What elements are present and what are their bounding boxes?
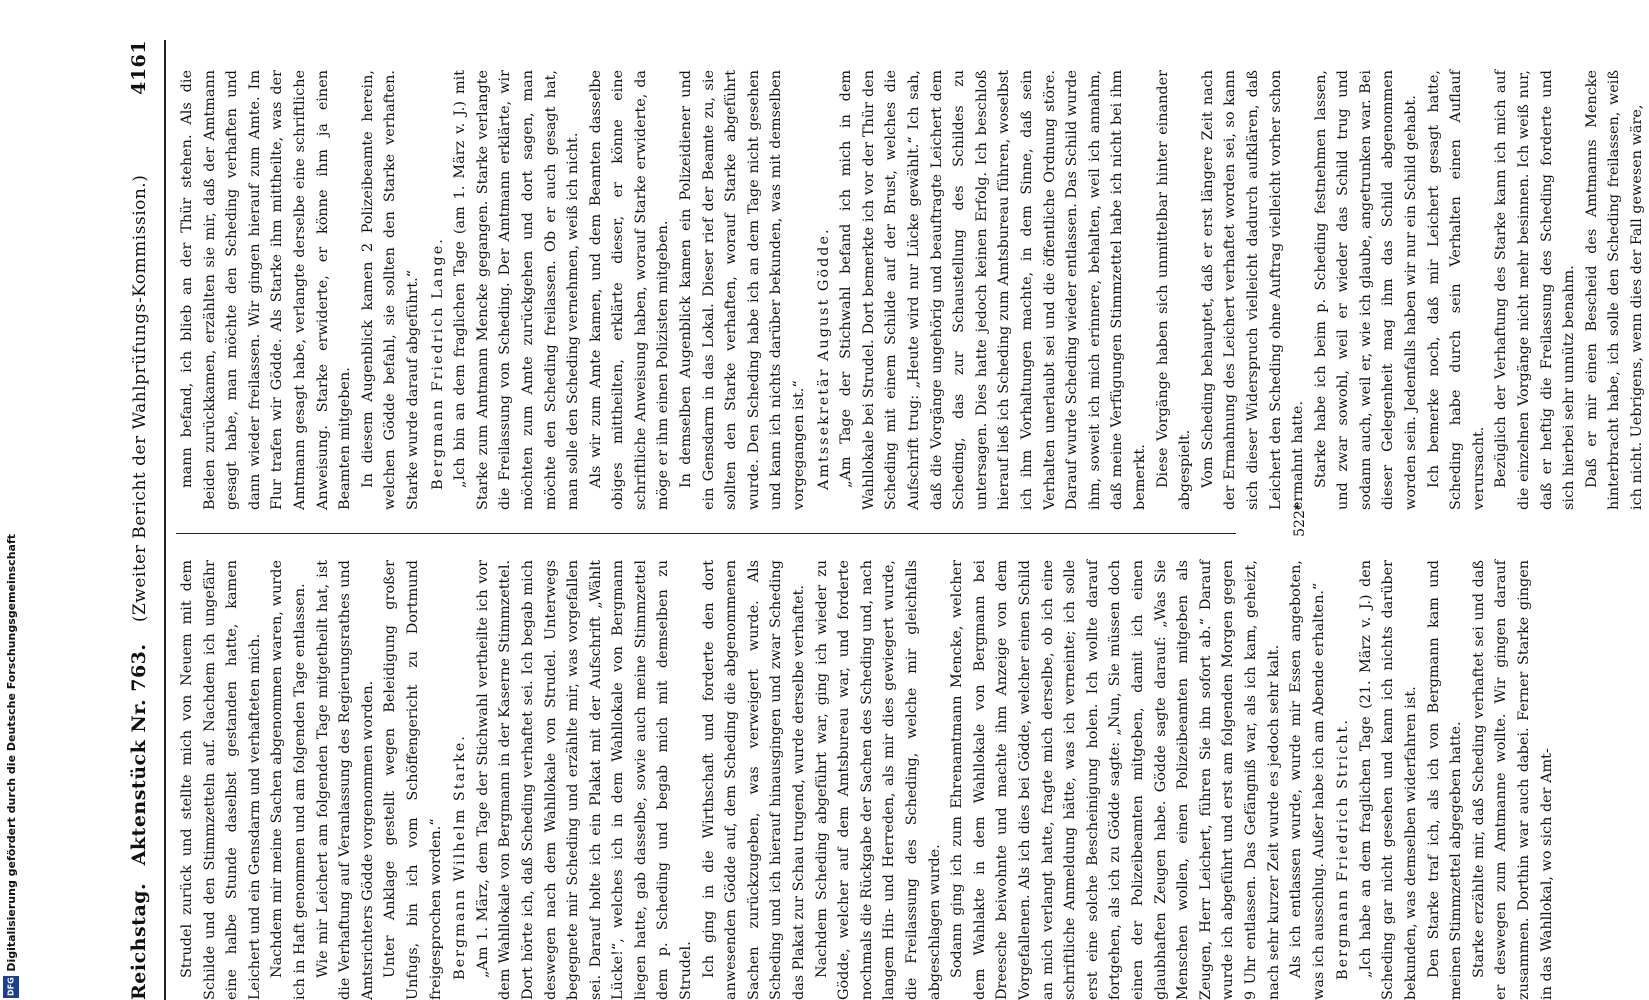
paragraph: mann befand, ich blieb an der Thür stehen. Als die Beiden zurückkamen, erzählten sie mir, daß der Amtmann gesagt habe, man möchte den Scheding verhaften und dann wieder freilassen. Wir gingen hierauf zum Amte. Im Flur trafen wir Gödde. Als Starke ihm mittheilte, was der Amtmann gesagt habe, verlangte derselbe eine schriftliche Anweisung. Starke erwiderte, er könne ihm ja einen Beamten mitgeben. xyxy=(179,70,354,510)
paragraph: Bezüglich der Verhaftung des Starke kann ich mich auf die einzelnen Vorgänge nicht mehr besinnen. Ich weiß nur, daß er heftig die Freilassung des Scheding forderte und sich hierbei sehr unnütz benahm. xyxy=(1493,70,1578,510)
paragraph: Diese Vorgänge haben sich unmittelbar hinter einander abgespielt. xyxy=(1154,70,1194,510)
witness-heading: Amtssekretär August Gödde. xyxy=(815,227,832,490)
sheet-signature: 522* xyxy=(1292,503,1308,537)
witness-heading: Bergmann Friedrich Lange. xyxy=(429,237,446,490)
paragraph: Nachdem Scheding abgeführt war, ging ich wieder zu Gödde, welcher auf dem Amtsbureau war, und forderte nochmals die Rückgabe der Sachen des Scheding und, nach langem Hin- und Herreden, als mir dies gewiegert wurde, die Freilassung des Scheding, welche mir gleichfalls abgeschlagen wurde. xyxy=(813,560,943,1000)
page-header xyxy=(128,40,162,1000)
paragraph: Unter Anklage gestellt wegen Beleidigung großer Unfugs, bin ich vom Schöffengericht zu Dortmund freigesprochen worden.“ xyxy=(382,560,444,1000)
paragraph: Ich bemerke noch, daß mir Leichert gesagt hatte, Scheding habe durch sein Verhalten einen Auflauf verursacht. xyxy=(1425,70,1487,510)
paragraph: Starke habe ich beim p. Scheding festnehmen lassen, und zwar sowohl, weil er wieder das Schild trug und sodann auch, weil er, wie ich glaube, angetrunken war. Bei dieser Gelegenheit mag ihm das Schild abgenommen worden sein. Jedenfalls haben wir nur ein Schild gehabt. xyxy=(1312,70,1420,510)
paragraph: „Ich bin an dem fraglichen Tage (am 1. März v. J.) mit Starke zum Amtmann Mencke gegangen. Starke verlangte die Freilassung von Scheding. Der Amtmann erklärte, wir möchten zum Amte zurückgehen und dort sagen, man möchte den Scheding freilassen. Ob er auch gesagt hat, man solle den Scheding vernehmen, weiß ich nicht. xyxy=(452,70,582,510)
paragraph: Starke erzählte mir, daß Scheding verhaftet sei und daß er deswegen zum Amtmanne wollte. Wir gingen darauf zusammen. Dorthin war auch dabei. Ferner Starke gingen in das Wahllokal, wo sich der Amt- xyxy=(1470,560,1555,1000)
right-column xyxy=(176,70,1645,510)
paragraph: Vom Scheding behauptet, daß er erst längere Zeit nach der Ermahnung des Leichert verhaftet worden sei, so kann sich dieser Widerspruch vielleicht dadurch aufklären, daß Leichert den Scheding ohne Auftrag vielleicht vorher schon ermahnt hatte. xyxy=(1199,70,1307,510)
header-rule xyxy=(164,40,166,1000)
left-column xyxy=(176,560,1555,1000)
paragraph: „Ich habe an dem fraglichen Tage (21. März v. J.) den Scheding gar nicht gesehen und kann ich nichts darüber bekunden, was demselben widerfahren ist. xyxy=(1357,560,1420,1000)
paragraph: Den Starke traf ich, als ich von Bergmann kam und meinen Stimmzettel abgegeben hatte. xyxy=(1425,560,1465,1000)
digitization-sidebar xyxy=(0,0,22,1000)
paragraph: Als wir zum Amte kamen, und dem Beamten dasselbe obiges mittheilten, erklärte dieser, er könne eine schriftliche Anweisung haben, worauf Starke erwiderte, da möge er ihm einen Polizisten mitgeben. xyxy=(587,70,672,510)
dfg-logo: DFG xyxy=(3,976,19,998)
paragraph: „Am 1. März, dem Tage der Stichwahl vertheilte ich vor dem Wahllokale von Bergmann in der Kaserne Stimmzettel. Dort hörte ich, daß Scheding verhaftet sei. Ich begab mich deswegen nach dem Wahllokale von Strudel. Unterwegs begegnete mir Scheding und erzählte mir, was vorgefallen sei. Darauf holte ich ein Plakat mit der Aufschrift „Wählt Lücke!“, welches ich in dem Wahllokale von Bergmann liegen hatte, gab dasselbe, sowie auch meine Stimmzettel dem p. Scheding und begab mich mit demselben zu Strudel. xyxy=(474,560,695,1000)
witness-heading: Bergmann Wilhelm Starke. xyxy=(452,734,469,980)
paragraph: „Am Tage der Stichwahl befand ich mich in dem Wahllokale bei Strudel. Dort bemerkte ich vor der Thür den Scheding mit einem Schilde auf der Brust, welches die Aufschrift trug: „Heute wird nur Lücke gewählt.“ Ich sah, daß die Vorgänge ungehörig und beauftragte Leichert dem Scheding, das zur Schaustellung des Schildes zu untersagen. Dies hatte jedoch keinen Erfolg. Ich beschloß hierauf ließ ich Scheding zum Amtsbureau führen, woselbst ich ihm Vorhaltungen machte, in dem Sinne, daß sein Verhalten unerlaubt sei und die öffentliche Ordnung störe. Darauf wurde Scheding wieder entlassen. Das Schild wurde ihm, soweit ich mich erinnere, behalten, weil ich annahm, daß meine Verfügungen Stimmzettel habe ich nicht bei ihm bemerkt. xyxy=(838,70,1148,510)
paragraph: Als ich entlassen wurde, wurde mir Essen angeboten, was ich ausschlug. Außer habe ich am Abende erhalten.“ xyxy=(1288,560,1327,1000)
paragraph: Wie mir Leichert am folgenden Tage mitgetheilt hat, ist die Verhaftung auf Veranlassung des Regierungsrathes und Amtsrichters Gödde vorgenommen worden. xyxy=(314,560,376,1000)
paragraph: In diesem Augenblick kamen 2 Polizeibeamte herein, welchen Gödde befahl, sie sollten den Starke verhaften. Starke wurde darauf abgeführt.“ xyxy=(359,70,421,510)
column-divider xyxy=(176,533,1236,534)
paragraph: Sodann ging ich zum Ehrenamtmann Mencke, welcher dem Wahlakte in dem Wahllokale von Bergmann bei Dreesche beiwohnte und machte ihm Anzeige von dem Vorgefallenen. Als ich dies bei Gödde, welcher einen Schild an mich verlangt hatte, fragte mich derselbe, ob ich eine schriftliche Anmeldung hätte, was ich verneinte; ich solle erst eine solche Bescheinigung holen. Ich wollte darauf fortgehen, als ich zu Gödde sagte: „Nun, Sie müssen doch einen der Polizeibeamten mitgeben, damit ich einen glaubhaften Zeugen habe. Gödde sagte darauf: „Was Sie Menschen wollen, einen Polizeibeamten mitgeben als Zeugen, Herr Leichert, führen Sie ihn sofort ab.“ Darauf wurde ich abgeführt und erst am folgenden Morgen gegen 9 Uhr entlassen. Das Gefängniß war, als ich kam, geheizt, nach sehr kurzer Zeit wurde es jedoch sehr kalt. xyxy=(949,560,1282,1000)
paragraph: Strudel zurück und stellte mich von Neuem mit dem Schilde und den Stimmzetteln auf. Nachdem ich ungefähr eine halbe Stunde daselbst gestanden hatte, kamen Leichert und ein Gensdarm und verhafteten mich. xyxy=(179,560,263,1000)
paragraph: Nachdem mir meine Sachen abgenommen waren, wurde ich in Haft genommen und am folgenden Tage entlassen. xyxy=(269,560,308,1000)
paragraph: Ich ging in die Wirthschaft und forderte den dort anwesenden Gödde auf, dem Scheding die abgenommenen Sachen zurückzugeben, was verweigert wurde. Als Scheding und ich hierauf hinausgingen und zwar Scheding das Plakat zur Schau trugend, wurde derselbe verhaftet. xyxy=(700,560,808,1000)
funding-notice: Digitalisierung gefördert durch die Deutsche Forschungsgemeinschaft xyxy=(4,534,18,972)
header-subtitle: (Zweiter Bericht der Wahlprüfungs-Kommission.) xyxy=(130,174,150,623)
witness-heading: Bergmann Friedrich Stricht. xyxy=(1335,718,1352,980)
paragraph: Daß er mir einen Bescheid des Amtmanns Mencke hinterbracht habe, ich solle den Scheding freilassen, weiß ich nicht. Uebrigens, wenn dies der Fall gewesen wäre, xyxy=(1583,70,1645,510)
header-document-number: Aktenstück Nr. 763. xyxy=(128,643,150,866)
page-number: 4161 xyxy=(128,40,150,95)
paragraph: In demselben Augenblick kamen ein Polizeidiener und ein Gensdarm in das Lokal. Dieser rief der Beamte zu, sie sollten den Starke verhaften, worauf Starke abgeführt wurde. Den Scheding habe ich an dem Tage nicht gesehen und kann ich nichts darüber bekunden, was mit demselben vorgegangen ist.“ xyxy=(678,70,808,510)
header-center xyxy=(128,40,150,1000)
header-left: Reichstag. xyxy=(128,882,150,1000)
document-page xyxy=(120,40,1645,1000)
